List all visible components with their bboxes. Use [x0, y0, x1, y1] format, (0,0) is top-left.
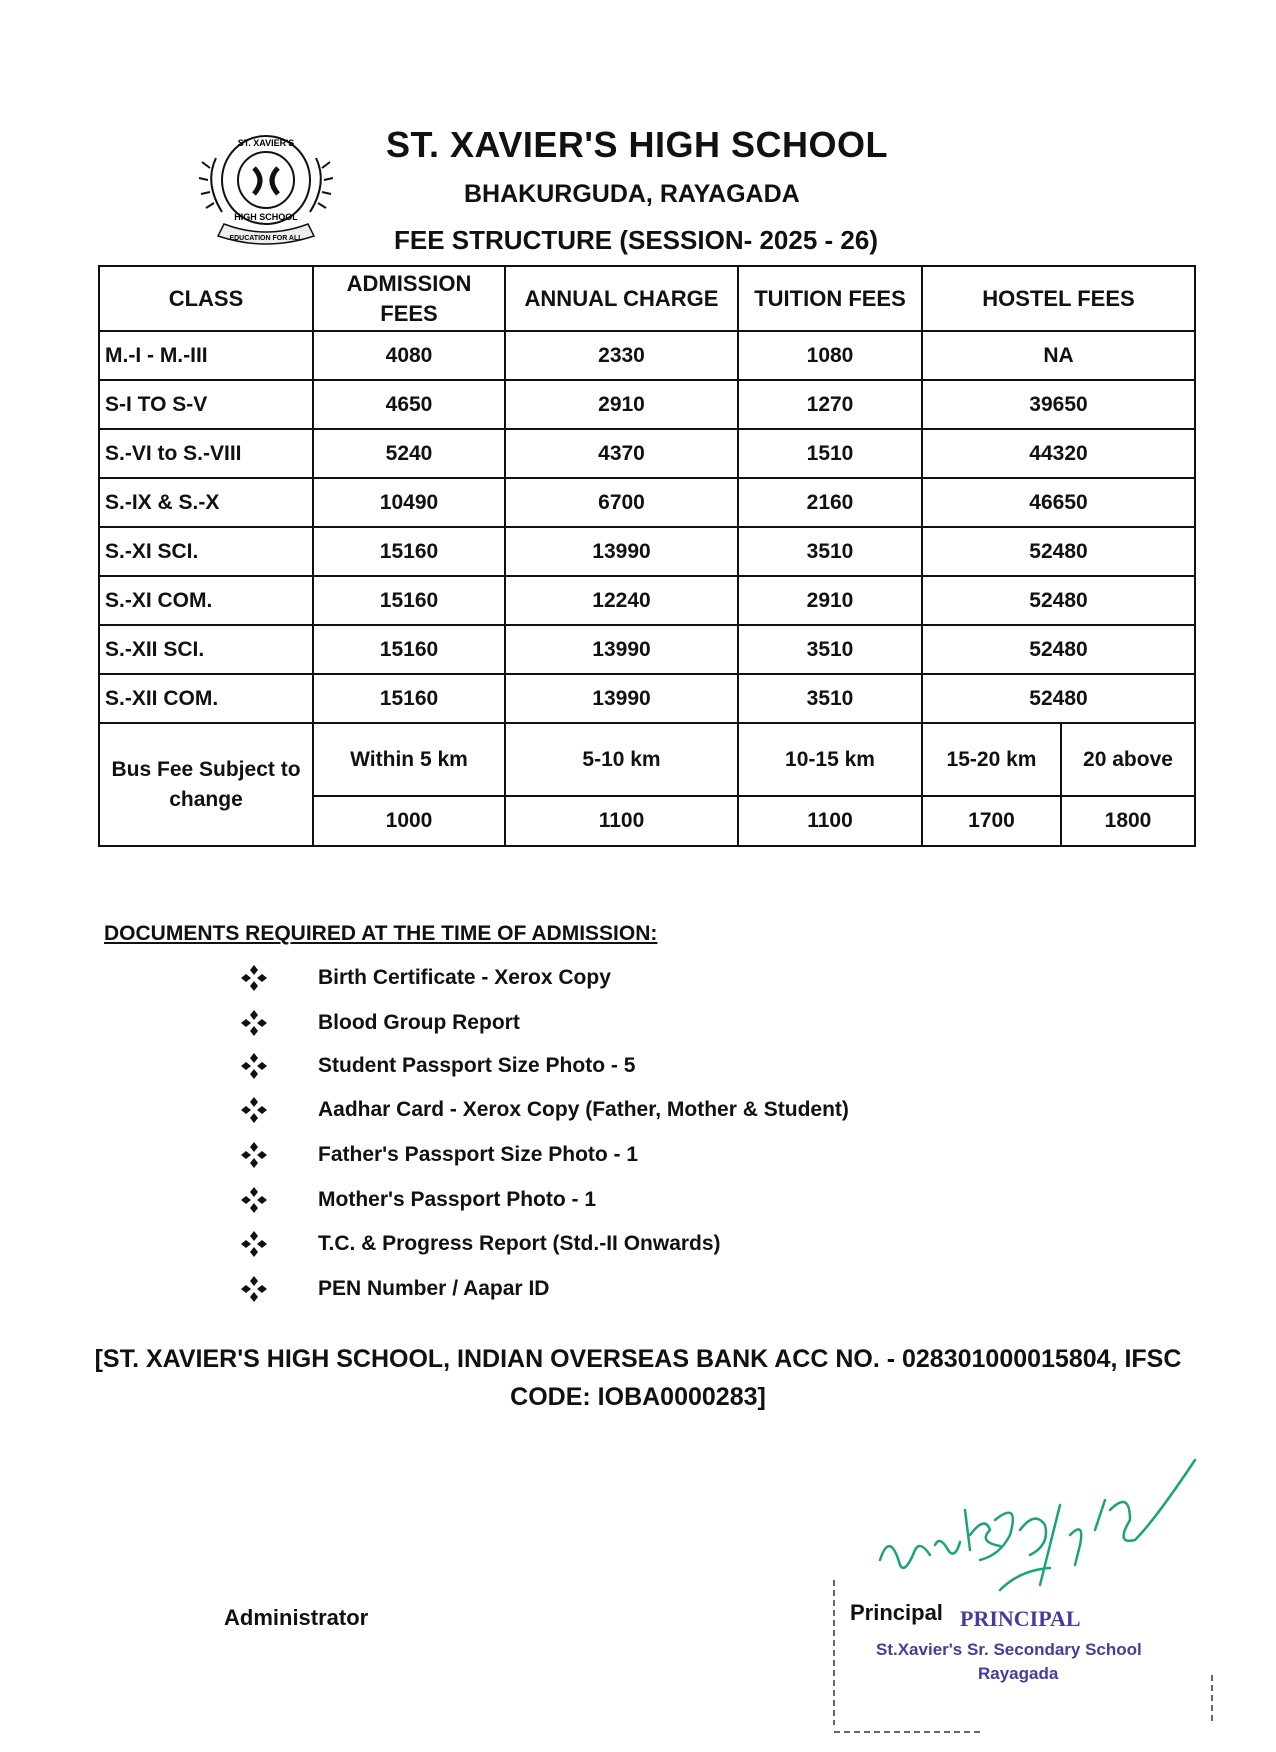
annual-cell: 4370 — [505, 429, 738, 478]
fee-table — [98, 265, 1196, 847]
stamp-location: Rayagada — [978, 1664, 1059, 1683]
admission-cell: 15160 — [313, 576, 505, 625]
hostel-cell: NA — [922, 331, 1195, 380]
table-row — [99, 674, 1195, 723]
bus-range-row — [99, 723, 1195, 796]
hostel-cell: 46650 — [922, 478, 1195, 527]
admission-cell: 15160 — [313, 674, 505, 723]
table-row — [99, 429, 1195, 478]
bus-range-cell: 15-20 km — [922, 723, 1061, 796]
bus-range-cell: 20 above — [1061, 723, 1195, 796]
annual-cell: 2910 — [505, 380, 738, 429]
annual-cell: 13990 — [505, 625, 738, 674]
admission-cell: 10490 — [313, 478, 505, 527]
diamond-bullet-icon — [240, 1186, 268, 1214]
column-header-admission-text: ADMISSION FEES — [346, 270, 472, 326]
table-row — [99, 478, 1195, 527]
document-item-text: Blood Group Report — [318, 1011, 520, 1034]
class-cell: S.-IX & S.-X — [99, 478, 313, 527]
principal-label: Principal — [850, 1600, 943, 1625]
school-name: ST. XAVIER'S HIGH SCHOOL — [386, 124, 888, 165]
bus-fee-cell: 1100 — [505, 796, 738, 846]
column-header-class: CLASS — [99, 266, 313, 331]
fee-structure-title: FEE STRUCTURE (SESSION- 2025 - 26) — [394, 225, 878, 255]
hostel-cell: 52480 — [922, 576, 1195, 625]
column-header-hostel: HOSTEL FEES — [922, 266, 1195, 331]
logo-text-bottom: HIGH SCHOOL — [234, 212, 298, 222]
class-cell: S.-XII SCI. — [99, 625, 313, 674]
document-item-text: Student Passport Size Photo - 5 — [318, 1054, 636, 1077]
bus-fee-cell: 1700 — [922, 796, 1061, 846]
logo-text-top: ST. XAVIER'S — [237, 138, 295, 148]
document-item-text: T.C. & Progress Report (Std.-II Onwards) — [318, 1232, 721, 1255]
tuition-cell: 1080 — [738, 331, 922, 380]
class-cell: S.-XI COM. — [99, 576, 313, 625]
school-logo — [196, 128, 336, 253]
class-cell: M.-I - M.-III — [99, 331, 313, 380]
logo-motto: EDUCATION FOR ALL — [229, 235, 303, 242]
tuition-cell: 1510 — [738, 429, 922, 478]
class-cell: S-I TO S-V — [99, 380, 313, 429]
diamond-bullet-icon — [240, 964, 268, 992]
handwritten-signature — [860, 1450, 1200, 1600]
hostel-cell: 52480 — [922, 527, 1195, 576]
documents-heading: DOCUMENTS REQUIRED AT THE TIME OF ADMISSION: — [104, 922, 658, 945]
diamond-bullet-icon — [240, 1052, 268, 1080]
column-header-admission — [313, 266, 505, 331]
document-item-text: Aadhar Card - Xerox Copy (Father, Mother & Student) — [318, 1098, 849, 1121]
diamond-bullet-icon — [240, 1096, 268, 1124]
hostel-cell: 52480 — [922, 674, 1195, 723]
admission-cell: 5240 — [313, 429, 505, 478]
administrator-label: Administrator — [224, 1605, 369, 1630]
document-item-text: PEN Number / Aapar ID — [318, 1277, 550, 1300]
annual-cell: 6700 — [505, 478, 738, 527]
tuition-cell: 2160 — [738, 478, 922, 527]
stamp-principal-title: PRINCIPAL — [960, 1606, 1081, 1631]
tuition-cell: 3510 — [738, 625, 922, 674]
annual-cell: 12240 — [505, 576, 738, 625]
tuition-cell: 3510 — [738, 674, 922, 723]
school-location: BHAKURGUDA, RAYAGADA — [464, 180, 800, 208]
diamond-bullet-icon — [240, 1230, 268, 1258]
tuition-cell: 1270 — [738, 380, 922, 429]
bus-fee-cell: 1000 — [313, 796, 505, 846]
class-cell: S.-XII COM. — [99, 674, 313, 723]
bus-fee-cell: 1800 — [1061, 796, 1195, 846]
column-header-annual: ANNUAL CHARGE — [505, 266, 738, 331]
table-row — [99, 527, 1195, 576]
hostel-cell: 44320 — [922, 429, 1195, 478]
admission-cell: 4650 — [313, 380, 505, 429]
table-row — [99, 625, 1195, 674]
bus-fee-cell: 1100 — [738, 796, 922, 846]
hostel-cell: 39650 — [922, 380, 1195, 429]
class-cell: S.-VI to S.-VIII — [99, 429, 313, 478]
diamond-bullet-icon — [240, 1141, 268, 1169]
bank-details-line1: [ST. XAVIER'S HIGH SCHOOL, INDIAN OVERSEAS BANK ACC NO. - 028301000015804, IFSC — [94, 1345, 1182, 1373]
admission-cell: 4080 — [313, 331, 505, 380]
table-row — [99, 576, 1195, 625]
fee-table-header-row — [99, 266, 1195, 331]
diamond-bullet-icon — [240, 1009, 268, 1037]
annual-cell: 2330 — [505, 331, 738, 380]
diamond-bullet-icon — [240, 1275, 268, 1303]
bus-range-cell: Within 5 km — [313, 723, 505, 796]
table-row — [99, 331, 1195, 380]
document-item-text: Mother's Passport Photo - 1 — [318, 1188, 597, 1211]
table-row — [99, 380, 1195, 429]
bus-range-cell: 10-15 km — [738, 723, 922, 796]
document-item-text: Birth Certificate - Xerox Copy — [318, 966, 611, 989]
bus-fee-label — [99, 723, 313, 846]
class-cell: S.-XI SCI. — [99, 527, 313, 576]
bank-details-line2: CODE: IOBA0000283] — [510, 1383, 766, 1411]
tuition-cell: 3510 — [738, 527, 922, 576]
bus-range-cell: 5-10 km — [505, 723, 738, 796]
hostel-cell: 52480 — [922, 625, 1195, 674]
document-item-text: Father's Passport Size Photo - 1 — [318, 1143, 639, 1166]
annual-cell: 13990 — [505, 527, 738, 576]
annual-cell: 13990 — [505, 674, 738, 723]
admission-cell: 15160 — [313, 527, 505, 576]
stamp-school-name: St.Xavier's Sr. Secondary School — [876, 1640, 1142, 1659]
tuition-cell: 2910 — [738, 576, 922, 625]
bank-details — [80, 1340, 1196, 1416]
column-header-tuition: TUITION FEES — [738, 266, 922, 331]
bus-fee-label-text: Bus Fee Subject to change — [111, 757, 301, 811]
handwritten-date: 31/7/25 — [1090, 1590, 1094, 1591]
admission-cell: 15160 — [313, 625, 505, 674]
